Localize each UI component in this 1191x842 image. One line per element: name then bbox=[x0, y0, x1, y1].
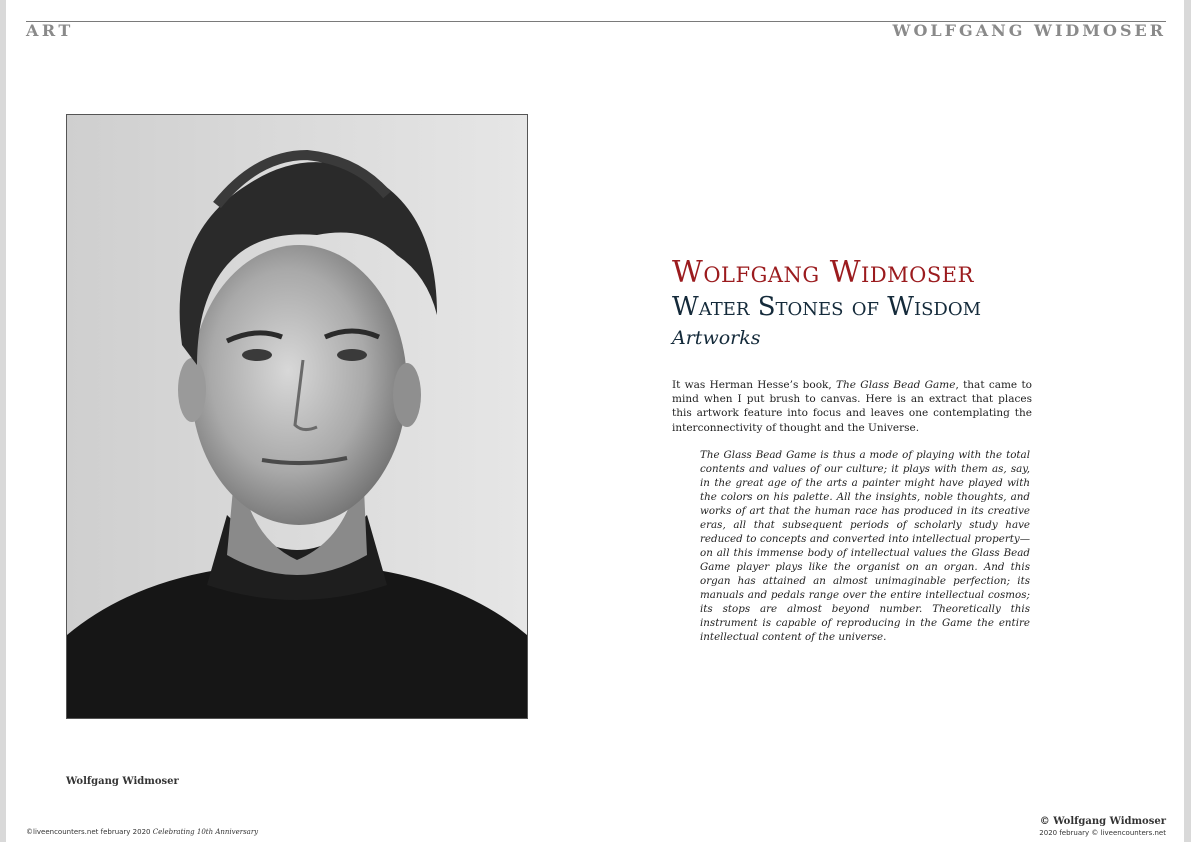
block-quote: The Glass Bead Game is thus a mode of playing with the total contents and values of our culture; it plays with them as, say, in the great age of the arts a painter might have played with the colors on his palette. All the insights, noble thoughts, and works of art that the human race has produced in its creative eras, all that subsequent periods of scholarly study have reduced to concepts and converted into intellectual property—on all this immense body of intellectual values the Glass Bead Game player plays like the organist on an organ. And this organ has attained an almost unimaginable perfection; its manuals and pedals range over the entire intellectual cosmos; its stops are almost beyond number. Theoretically this instrument is capable of reproducing in the Game the entire intellectual content of the universe. bbox=[700, 449, 1030, 643]
footer-credit bbox=[26, 828, 258, 836]
intro-paragraph bbox=[672, 378, 1032, 435]
section-label: ART bbox=[26, 21, 74, 40]
article-subtitle: Artworks bbox=[672, 327, 761, 349]
footer-site-date: ©liveencounters.net february 2020 bbox=[26, 828, 153, 836]
artist-portrait-photo bbox=[66, 114, 528, 719]
footer-anniversary: Celebrating 10th Anniversary bbox=[152, 828, 259, 836]
photo-caption: Wolfgang Widmoser bbox=[66, 776, 179, 787]
footer-copyright-block bbox=[1039, 815, 1166, 838]
article-title-block bbox=[672, 255, 981, 353]
article-title-artist: Wolfgang Widmoser bbox=[672, 255, 974, 290]
magazine-page bbox=[6, 0, 1184, 842]
footer-copyright: © Wolfgang Widmoser bbox=[1039, 816, 1166, 827]
intro-text-end: , that came to mind when I put brush to canvas. Here is an extract that places this artwork feature into focus and leaves one contemplating the interconnectivity of thought and the Universe. bbox=[672, 379, 1032, 434]
intro-book-title: The Glass Bead Game bbox=[836, 379, 956, 391]
footer-edition: 2020 february © liveencounters.net bbox=[1039, 829, 1166, 837]
intro-text-start: It was Herman Hesse’s book, bbox=[672, 379, 837, 391]
article-title-series: Water Stones of Wisdom bbox=[672, 292, 982, 322]
header-artist-name: WOLFGANG WIDMOSER bbox=[892, 21, 1166, 40]
